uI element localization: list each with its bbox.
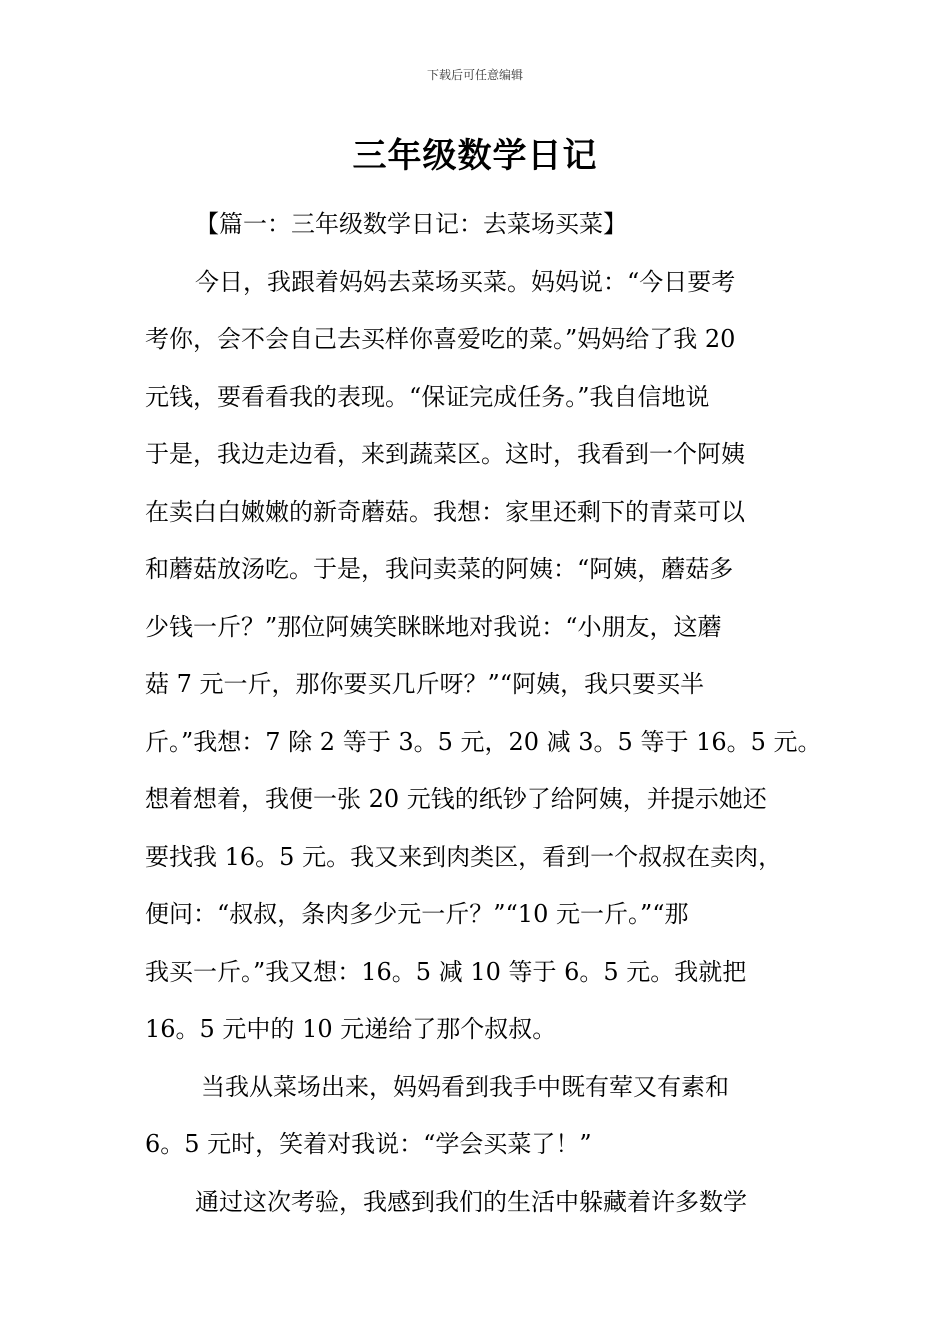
paragraph-line: 要找我 16。5 元。我又来到肉类区，看到一个叔叔在卖肉， [145, 842, 783, 871]
paragraph-line: 通过这次考验，我感到我们的生活中躲藏着许多数学 [195, 1187, 747, 1216]
paragraph-line: 想着想着，我便一张 20 元钱的纸钞了给阿姨，并提示她还 [145, 785, 767, 813]
paragraph-line: 我买一斤。”我又想：16。5 减 10 等于 6。5 元。我就把 [145, 957, 747, 986]
paragraph-line: 和蘑菇放汤吃。于是，我问卖菜的阿姨：“阿姨，蘑菇多 [145, 555, 734, 583]
paragraph-line: 便问：“叔叔，条肉多少元一斤？”“10 元一斤。”“那 [145, 900, 689, 928]
paragraph-line: 6。5 元时，笑着对我说：“学会买菜了！” [145, 1130, 592, 1158]
paragraph-line: 斤。”我想：7 除 2 等于 3。5 元，20 减 3。5 等于 16。5 元。 [145, 727, 822, 756]
paragraph-line: 16。5 元中的 10 元递给了那个叔叔。 [145, 1015, 557, 1043]
paragraph-line: 菇 7 元一斤，那你要买几斤呀？”“阿姨，我只要买半 [145, 670, 705, 698]
paragraph-line: 当我从菜场出来，妈妈看到我手中既有荤又有素和 [201, 1072, 729, 1101]
section-heading: 【篇一：三年级数学日记：去菜场买菜】 [195, 210, 627, 238]
paragraph-line: 元钱，要看看我的表现。“保证完成任务。”我自信地说 [145, 382, 710, 411]
paragraph-line: 考你，会不会自己去买样你喜爱吃的菜。”妈妈给了我 20 [145, 325, 736, 353]
header-note: 下载后可任意编辑 [426, 68, 523, 82]
document-body [145, 196, 822, 1231]
paragraph-line: 少钱一斤？”那位阿姨笑眯眯地对我说：“小朋友，这蘑 [145, 612, 722, 641]
paragraph-line: 于是，我边走边看，来到蔬菜区。这时，我看到一个阿姨 [145, 440, 745, 468]
paragraph-line: 今日，我跟着妈妈去菜场买菜。妈妈说：“今日要考 [195, 267, 736, 296]
document-title: 三年级数学日记 [352, 136, 598, 176]
paragraph-line: 在卖白白嫩嫩的新奇蘑菇。我想：家里还剩下的青菜可以 [145, 497, 745, 526]
